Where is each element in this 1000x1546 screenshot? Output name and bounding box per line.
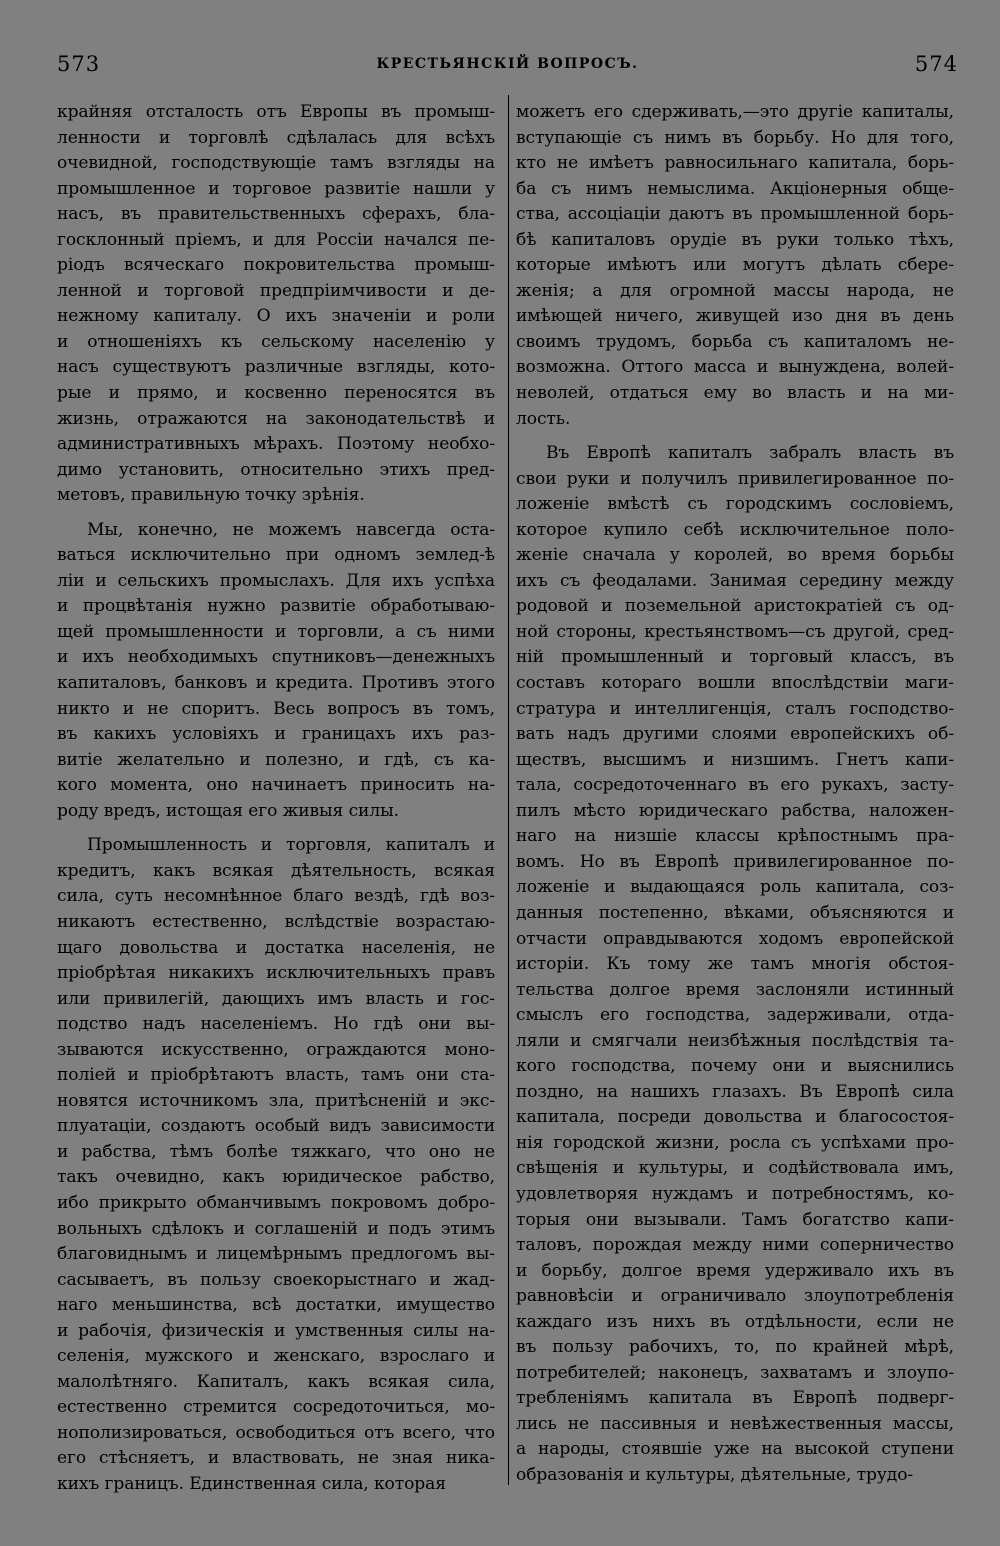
text-line: плуатаціи, создаютъ особый видъ зависимости xyxy=(57,1116,495,1137)
text-line: исторіи. Къ тому же тамъ многія обстоя- xyxy=(516,954,954,975)
text-line: и рабочія, физическія и умственныя силы на- xyxy=(57,1320,495,1341)
paragraph xyxy=(57,518,495,825)
text-line: смыслъ его господства, задерживали, отда- xyxy=(516,1005,954,1026)
text-line: въ какихъ условіяхъ и границахъ ихъ раз- xyxy=(57,724,495,745)
text-line: таловъ, порождая между ними соперничество xyxy=(516,1235,954,1256)
text-line: родовой и поземельной аристократіей съ од- xyxy=(516,596,954,617)
text-line: поздно, на нашихъ глазахъ. Въ Европѣ сила xyxy=(516,1081,954,1102)
text-line: ложеніе вмѣстѣ съ городскимъ сословіемъ, xyxy=(516,494,954,515)
text-line: сасываетъ, въ пользу своекорыстнаго и жад- xyxy=(57,1269,495,1290)
text-line: капитала, посреди довольства и благосостоя- xyxy=(516,1107,954,1128)
text-line: и отношеніяхъ къ сельскому населенію у xyxy=(57,331,495,352)
text-line: лость. xyxy=(516,408,571,429)
text-line: щаго довольства и достатка населенія, не xyxy=(57,937,495,958)
text-line: ліи и сельскихъ промыслахъ. Для ихъ успѣха xyxy=(57,570,495,591)
text-line: кого господства, почему они и выяснились xyxy=(516,1056,954,1077)
paragraph xyxy=(516,441,954,1488)
text-line: отчасти оправдываются ходомъ европейской xyxy=(516,928,954,949)
text-line: и борьбу, долгое время удерживало ихъ въ xyxy=(516,1260,954,1281)
text-line: витіе желательно и полезно, и гдѣ, съ ка- xyxy=(57,749,495,770)
text-line: свои руки и получилъ привилегированное по- xyxy=(516,468,954,489)
text-line: щей промышленности и торговли, а съ ними xyxy=(57,621,495,642)
text-line: пріобрѣтая никакихъ исключительныхъ правъ xyxy=(57,963,495,984)
text-line: свѣщенія и культуры, и содѣйствовала имъ, xyxy=(516,1158,954,1179)
text-line: роду вредъ, истощая его живыя силы. xyxy=(57,800,399,821)
column-divider xyxy=(508,95,509,1485)
text-line: кихъ границъ. Единственная сила, которая xyxy=(57,1473,446,1494)
text-line: неволей, отдаться ему во власть и на ми- xyxy=(516,383,954,404)
text-line: очевидной, господствующіе тамъ взгляды на xyxy=(57,153,495,174)
text-line: Въ Европѣ капиталъ забралъ власть въ xyxy=(546,443,954,464)
text-line: кто не имѣетъ равносильнаго капитала, борь- xyxy=(516,153,954,174)
text-line: имѣющей ничего, живущей изо дня въ день xyxy=(516,306,954,327)
text-line: пилъ мѣсто юридическаго рабства, наложен- xyxy=(516,800,954,821)
text-line: и процвѣтанія нужно развитіе обработываю- xyxy=(57,596,495,617)
text-line: подство надъ населеніемъ. Но гдѣ они вы- xyxy=(57,1014,495,1035)
text-line: такъ очевидно, какъ юридическое рабство, xyxy=(57,1167,495,1188)
text-line: потребителей; наконецъ, захватамъ и злоупо- xyxy=(516,1362,954,1383)
text-line: ленной и торговой предпріимчивости и де- xyxy=(57,280,495,301)
text-line: ной стороны, крестьянствомъ—съ другой, сред- xyxy=(516,621,954,642)
text-line: своимъ трудомъ, борьба съ капиталомъ не- xyxy=(516,331,954,352)
text-line: наго меньшинства, всѣ достатки, имущество xyxy=(57,1295,495,1316)
paragraph xyxy=(516,100,954,432)
text-line: составъ котораго вошли впослѣдствіи маги- xyxy=(516,673,954,694)
text-line: жизнь, отражаются на законодательствѣ и xyxy=(57,408,495,429)
text-line: которые имѣютъ или могутъ дѣлать сбере- xyxy=(516,255,954,276)
text-line: ваться исключительно при одномъ землед-ѣ xyxy=(57,545,495,566)
page-number-left: 573 xyxy=(57,52,101,76)
text-line: данныя постепенно, вѣками, объясняются и xyxy=(516,902,954,923)
text-line: нежному капиталу. О ихъ значеніи и роли xyxy=(57,306,495,327)
text-line: наго на низшіе классы крѣпостнымъ пра- xyxy=(516,826,954,847)
text-line: госклонный пріемъ, и для Россіи начался пе- xyxy=(57,229,495,250)
text-line: вомъ. Но въ Европѣ привилегированное по- xyxy=(516,851,954,872)
text-line: ства, ассоціаціи даютъ въ промышленной борь- xyxy=(516,204,954,225)
text-line: никто и не споритъ. Весь вопросъ въ томъ, xyxy=(57,698,495,719)
text-line: поліей и пріобрѣтаютъ власть, тамъ они ста- xyxy=(57,1065,495,1086)
paragraph xyxy=(57,833,495,1497)
text-line: его стѣсняетъ, и властвовать, не зная ника- xyxy=(57,1448,495,1469)
text-line: административныхъ мѣрахъ. Поэтому необхо- xyxy=(57,434,495,455)
paragraph-gap xyxy=(57,824,495,833)
right-column xyxy=(516,100,954,1489)
text-line: тельства долгое время заслоняли истинный xyxy=(516,979,954,1000)
text-line: Промышленность и торговля, капиталъ и xyxy=(87,835,495,856)
text-line: женіе сначала у королей, во время борьбы xyxy=(516,545,954,566)
text-line: крайняя отсталость отъ Европы въ промыш- xyxy=(57,102,495,122)
paragraph xyxy=(57,100,495,509)
text-line: а народы, стоявшіе уже на высокой ступени xyxy=(516,1439,954,1460)
text-line: ществъ, высшимъ и низшимъ. Гнетъ капи- xyxy=(516,749,954,770)
text-line: вступающіе съ нимъ въ борьбу. Но для того, xyxy=(516,127,954,148)
paragraph-gap xyxy=(516,432,954,441)
text-line: въ пользу рабочихъ, то, по крайней мѣрѣ, xyxy=(516,1337,954,1358)
text-line: насъ, въ правительственныхъ сферахъ, бла- xyxy=(57,204,495,225)
text-line: кого момента, оно начинаетъ приносить на- xyxy=(57,775,495,796)
text-line: метовъ, правильную точку зрѣнія. xyxy=(57,485,365,506)
text-line: требленіямъ капитала въ Европѣ подверг- xyxy=(516,1388,954,1409)
text-line: удовлетворяя нуждамъ и потребностямъ, ко- xyxy=(516,1183,954,1204)
text-line: сила, суть несомнѣнное благо вездѣ, гдѣ воз- xyxy=(57,886,495,907)
text-line: нія городской жизни, росла съ успѣхами про- xyxy=(516,1132,954,1153)
text-line: ибо прикрыто обманчивымъ покровомъ добро- xyxy=(57,1192,495,1213)
text-line: вольныхъ сдѣлокъ и соглашеній и подъ этимъ xyxy=(57,1218,495,1239)
page-number-right: 574 xyxy=(914,52,958,76)
text-line: возможна. Оттого масса и вынуждена, волей- xyxy=(516,357,954,378)
text-line: лись не пассивныя и невѣжественныя массы, xyxy=(516,1413,954,1434)
text-line: Мы, конечно, не можемъ навсегда оста- xyxy=(87,519,495,540)
text-line: кредитъ, какъ всякая дѣятельность, всякая xyxy=(57,860,495,881)
text-line: ленности и торговлѣ сдѣлалась для всѣхъ xyxy=(57,127,495,148)
text-line: женія; а для огромной массы народа, не xyxy=(516,280,954,301)
text-line: промышленное и торговое развитіе нашли у xyxy=(57,178,495,199)
text-line: естественно стремится сосредоточиться, мо- xyxy=(57,1397,495,1418)
text-line: ихъ съ феодалами. Занимая середину между xyxy=(516,570,954,591)
text-line: селенія, мужского и женскаго, взрослаго и xyxy=(57,1346,495,1367)
text-line: стратура и интеллигенція, сталъ господство- xyxy=(516,698,954,719)
text-line: ріодъ всяческаго покровительства промыш- xyxy=(57,255,495,276)
text-line: или привилегій, дающихъ имъ власть и гос- xyxy=(57,988,495,1009)
text-line: благовиднымъ и лицемѣрнымъ предлогомъ вы- xyxy=(57,1244,495,1265)
page-header xyxy=(57,52,958,82)
text-line: малолѣтняго. Капиталъ, какъ всякая сила, xyxy=(57,1371,495,1392)
text-line: бѣ капиталовъ орудіе въ руки только тѣхъ, xyxy=(516,229,954,250)
text-line: тала, сосредоточеннаго въ его рукахъ, засту- xyxy=(516,775,954,796)
text-line: каждаго изъ нихъ въ отдѣльности, если не xyxy=(516,1311,954,1332)
text-line: нополизироваться, освободиться отъ всего, что xyxy=(57,1422,495,1443)
text-line: никаютъ естественно, вслѣдствіе возрастаю- xyxy=(57,911,495,932)
text-line: новятся источникомъ зла, притѣсненій и экс- xyxy=(57,1090,495,1111)
text-line: капиталовъ, банковъ и кредита. Противъ этого xyxy=(57,673,495,694)
text-line: равновѣсіи и ограничивало злоупотребленія xyxy=(516,1286,954,1307)
text-line: димо установить, относительно этихъ пред- xyxy=(57,459,495,480)
running-title: КРЕСТЬЯНСКІЙ ВОПРОСЪ. xyxy=(376,56,639,72)
text-line: ляли и смягчали неизбѣжныя послѣдствія та- xyxy=(516,1030,954,1051)
text-line: зываются искусственно, ограждаются моно- xyxy=(57,1039,495,1060)
text-line: которое купило себѣ исключительное поло- xyxy=(516,519,954,540)
text-line: ба съ нимъ немыслима. Акціонерныя обще- xyxy=(516,178,954,199)
text-line: образованія и культуры, дѣятельные, трудо- xyxy=(516,1464,914,1485)
text-line: можетъ его сдерживать,—это другіе капиталы, xyxy=(516,102,954,122)
text-line: ній промышленный и торговый классъ, въ xyxy=(516,647,954,668)
paragraph-gap xyxy=(57,509,495,518)
text-line: торыя они вызывали. Тамъ богатство капи- xyxy=(516,1209,954,1230)
text-line: и ихъ необходимыхъ спутниковъ—денежныхъ xyxy=(57,647,495,668)
text-line: и рабства, тѣмъ болѣе тяжкаго, что оно не xyxy=(57,1141,495,1162)
text-line: ложеніе и выдающаяся роль капитала, соз- xyxy=(516,877,954,898)
text-line: насъ существуютъ различные взгляды, кото- xyxy=(57,357,495,378)
text-line: рые и прямо, и косвенно переносятся въ xyxy=(57,383,495,404)
left-column xyxy=(57,100,495,1498)
text-line: вать надъ другими слоями европейскихъ об- xyxy=(516,724,954,745)
